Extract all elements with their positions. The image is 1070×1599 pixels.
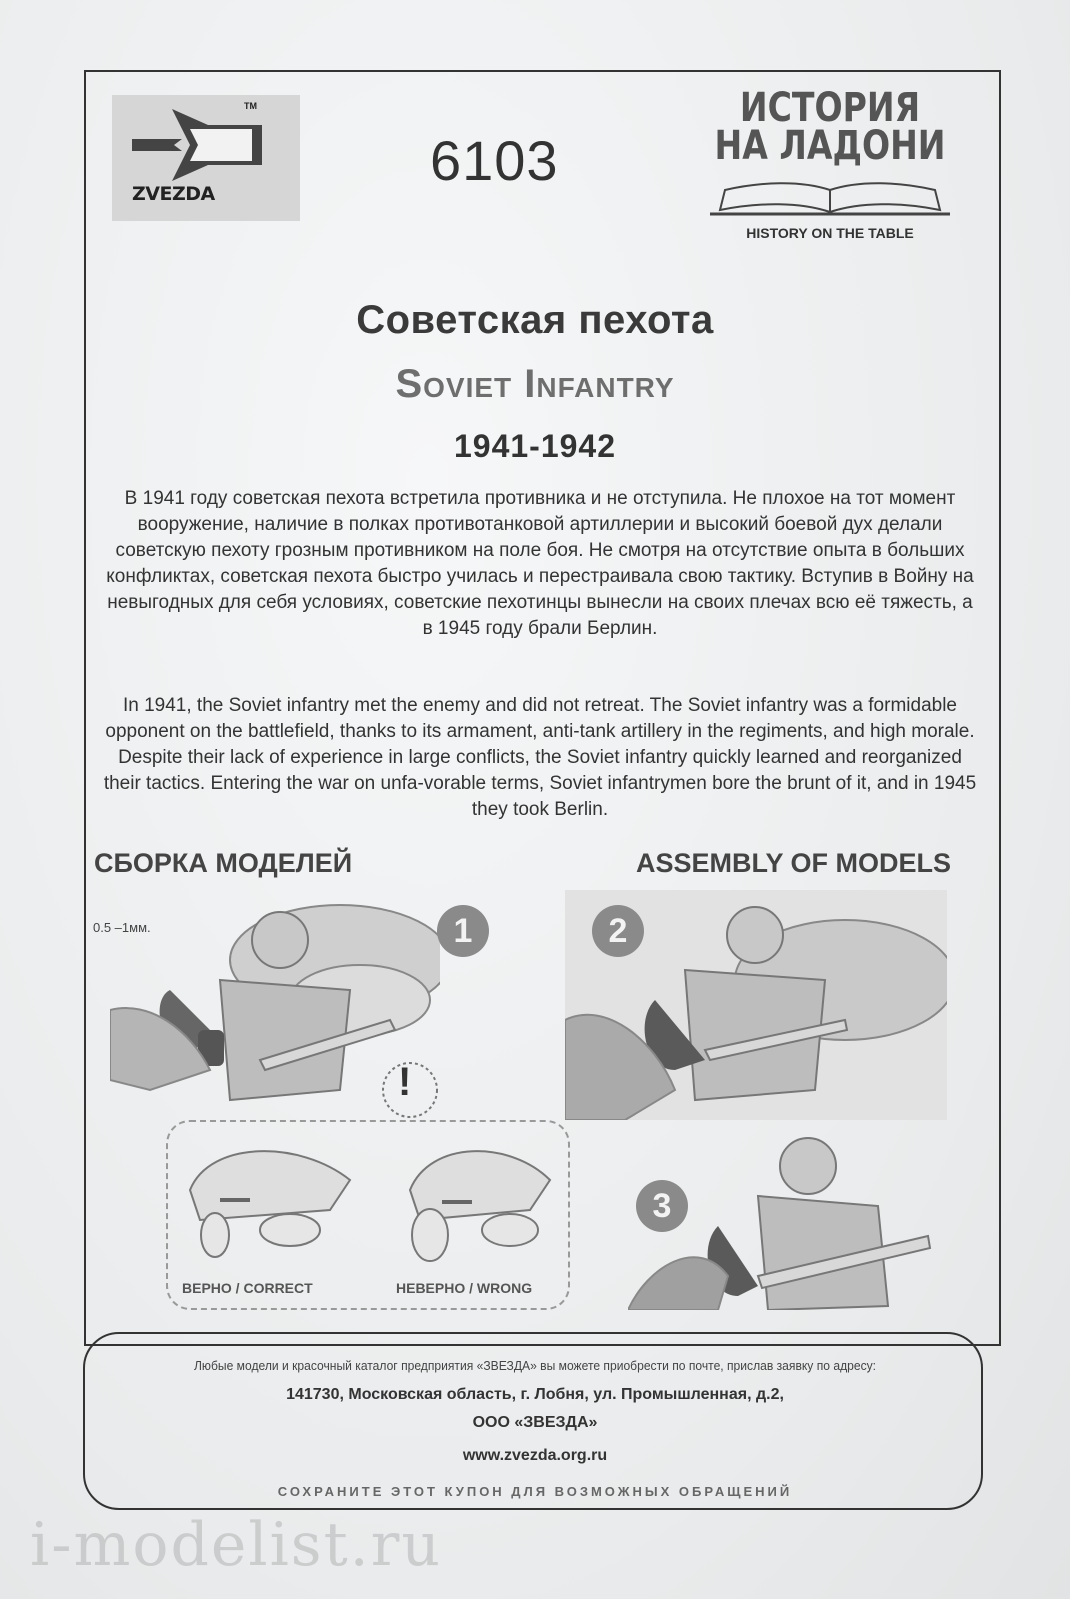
correct-wrong-illustration [180,1130,560,1280]
step-1-badge: 1 [437,905,489,957]
trademark: TM [244,101,257,111]
description-ru: В 1941 году советская пехота встретила противника и не отступила. Не плохое на тот момент вооружение, наличие в полках противотанковой артиллерии и высокий боевой дух делали советскую пехоту грозным противником на поле боя. Не смотря на отсутствие опыта в больших конфликтах, советская пехота быстро училась и перестраивала свою тактику. Вступив в Войну на невыгодных для себя условиях, советские пехотинцы вынесли на своих плечах всю её тяжесть, а в 1945 году брали Берлин. [106,488,974,639]
wrong-label: НЕВЕРНО / WRONG [396,1280,533,1296]
title-years: 1941-1942 [453,428,617,464]
product-code: 6103 [430,129,559,192]
brand-name: ZVEZDA [132,183,215,205]
step-2-badge: 2 [592,905,644,957]
title-en: Soviet Infantry [395,362,675,406]
watermark: i-modelist.ru [30,1510,443,1580]
correct-label: ВЕРНО / CORRECT [182,1280,313,1296]
title-ru: Советская пехота [356,298,714,342]
footer-address: 141730, Московская область, г. Лобня, ул. Промышленная, д.2, [286,1386,784,1403]
assembly-heading-ru: СБОРКА МОДЕЛЕЙ [94,848,353,878]
step-3-badge: 3 [636,1180,688,1232]
assembly-heading-en: ASSEMBLY OF MODELS [636,848,952,878]
zvezda-logo [112,95,300,221]
measure-label: 0.5 –1мм. [93,920,151,935]
footer-website: www.zvezda.org.ru [462,1447,608,1464]
footer-order-info: Любые модели и красочный каталог предприятия «ЗВЕЗДА» вы можете приобрести по почте, прислав заявку по адресу: [193,1358,877,1373]
series-subtitle: HISTORY ON THE TABLE [746,225,914,241]
open-book-icon [710,180,950,220]
warning-circle-icon [380,1060,440,1120]
series-title [700,85,960,169]
series-title-line1: ИСТОРИЯ [739,85,921,131]
series-title-line2: НА ЛАДОНИ [714,123,946,169]
warning-mark: ! [398,1060,412,1104]
footer-coupon-note: СОХРАНИТЕ ЭТОТ КУПОН ДЛЯ ВОЗМОЖНЫХ ОБРАЩЕНИЙ [277,1484,793,1499]
description-en: In 1941, the Soviet infantry met the enemy and did not retreat. The Soviet infantry was a formidable opponent on the battlefield, thanks to its armament, anti-tank artillery in the regiments, and high morale. Despite their lack of experience in large conflicts, the Soviet infantry quickly learned and reorganized their tactics. Entering the war on unfa-vorable terms, Soviet infantrymen bore the brunt of it, and in 1945 they took Berlin. [103,695,977,820]
footer-company: ООО «ЗВЕЗДА» [472,1414,598,1431]
